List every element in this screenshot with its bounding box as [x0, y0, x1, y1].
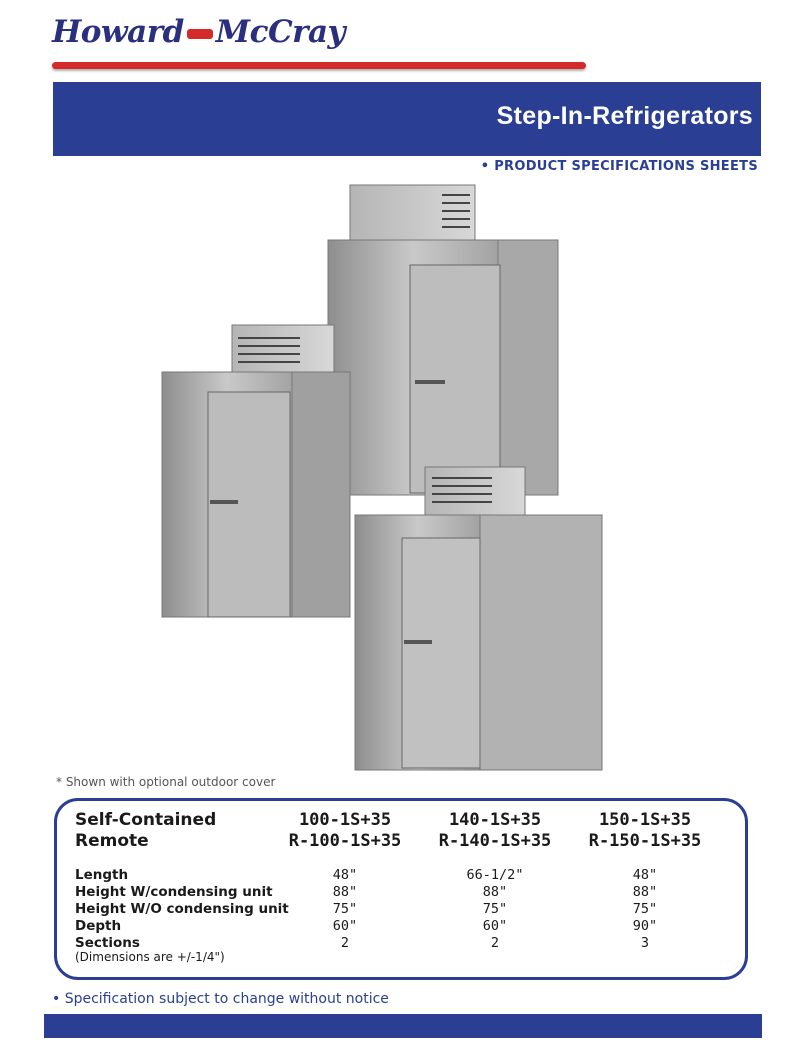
- table-cell: 3: [640, 935, 650, 951]
- table-cell: 48": [632, 867, 658, 883]
- row-label: Height W/O condensing unit: [75, 901, 289, 917]
- table-cell: 75": [632, 901, 658, 917]
- model-cell: 100-1S+35: [298, 810, 392, 830]
- logo-text-howard: Howard: [52, 14, 184, 50]
- outdoor-cover-footnote: * Shown with optional outdoor cover: [56, 775, 276, 789]
- table-cell: 60": [482, 918, 508, 934]
- table-cell: 75": [332, 901, 358, 917]
- table-cell: 90": [632, 918, 658, 934]
- footer-bar: [44, 1014, 762, 1038]
- model-cell: R-150-1S+35: [588, 831, 702, 851]
- table-cell: 88": [632, 884, 658, 900]
- table-cell: 60": [332, 918, 358, 934]
- table-cell: 48": [332, 867, 358, 883]
- tall-refrigerator-unit: [328, 185, 558, 495]
- table-cell: 66-1/2": [466, 867, 524, 883]
- wide-refrigerator-unit-front: [355, 467, 602, 770]
- logo-dash: [187, 29, 213, 39]
- row-label: Remote: [75, 831, 149, 851]
- table-cell: 75": [482, 901, 508, 917]
- row-label: Height W/condensing unit: [75, 884, 273, 900]
- page-title: Step-In-Refrigerators: [496, 102, 753, 130]
- row-label: Depth: [75, 918, 122, 934]
- howard-mccray-logo: [52, 14, 392, 54]
- small-refrigerator-unit-left: [162, 325, 350, 617]
- table-cell: 88": [482, 884, 508, 900]
- table-cell: 2: [490, 935, 500, 951]
- row-label: Sections: [75, 935, 140, 951]
- logo-text-mccray: McCray: [215, 14, 346, 50]
- change-notice: • Specification subject to change without notice: [52, 991, 389, 1007]
- table-cell: 2: [340, 935, 350, 951]
- title-banner: [53, 82, 761, 156]
- model-cell: 140-1S+35: [448, 810, 542, 830]
- model-cell: R-100-1S+35: [288, 831, 402, 851]
- model-cell: 150-1S+35: [598, 810, 692, 830]
- dimensions-tolerance-note: (Dimensions are +/-1/4"): [75, 950, 225, 964]
- row-label: Self-Contained: [75, 810, 217, 830]
- red-rule-divider: [52, 62, 586, 69]
- model-cell: R-140-1S+35: [438, 831, 552, 851]
- row-label: Length: [75, 867, 129, 883]
- subtitle: • PRODUCT SPECIFICATIONS SHEETS: [480, 159, 758, 174]
- refrigerators-product-photo: [150, 180, 620, 775]
- table-cell: 88": [332, 884, 358, 900]
